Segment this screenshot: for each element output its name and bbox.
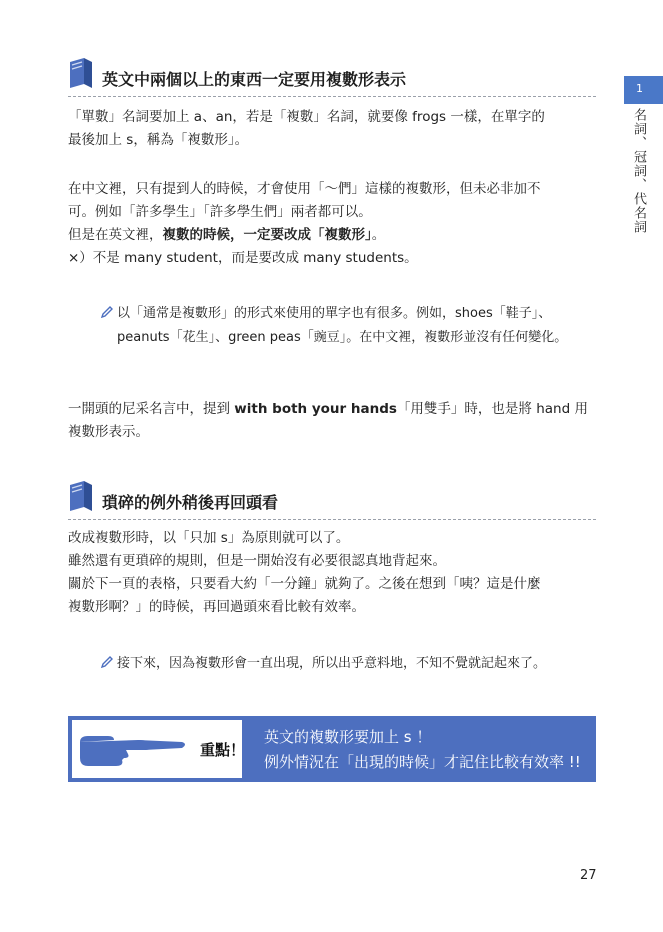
text-span: 。 bbox=[371, 227, 386, 243]
note-line bbox=[100, 302, 600, 326]
pencil-icon bbox=[100, 655, 114, 669]
note-text: peanuts「花生」、green peas「豌豆」。在中文裡，複數形並沒有任何變化。 bbox=[117, 330, 568, 345]
paragraph-exceptions bbox=[68, 527, 598, 619]
text-line: 在中文裡，只有提到人的時候，才會使用「～們」這樣的複數形，但未必非加不 bbox=[68, 181, 541, 197]
note-line bbox=[100, 326, 600, 350]
bold-emphasis: 複數的時候，一定要改成「複數形」 bbox=[162, 227, 372, 243]
note-line bbox=[100, 652, 600, 676]
section-title: 瑣碎的例外稍後再回頭看 bbox=[102, 493, 279, 512]
note-remember bbox=[100, 652, 600, 676]
section-title: 英文中兩個以上的東西一定要用複數形表示 bbox=[102, 70, 407, 89]
chapter-tab-number: 1 bbox=[636, 82, 643, 95]
chapter-tab bbox=[624, 76, 663, 104]
keypoint-line-2: 例外情況在「出現的時候」才記住比較有效率 !! bbox=[264, 753, 581, 771]
note-text: 以「通常是複數形」的形式來使用的單字也有很多。例如，shoes「鞋子」、 bbox=[117, 306, 552, 321]
chapter-side-label: 名詞、冠詞、代名詞 bbox=[631, 108, 646, 234]
text-line: 「單數」名詞要加上 a、an，若是「複數」名詞，就要像 frogs 一樣，在單字的 bbox=[68, 109, 545, 125]
book-icon bbox=[68, 479, 94, 513]
text-span: 「用雙手」時，也是將 hand 用 bbox=[396, 401, 588, 417]
note-text: 接下來，因為複數形會一直出現，所以出乎意料地，不知不覺就記起來了。 bbox=[117, 656, 547, 671]
text-line: 改成複數形時，以「只加 s」為原則就可以了。 bbox=[68, 530, 350, 546]
paragraph-singular-plural bbox=[68, 106, 598, 152]
keypoint-label-panel bbox=[72, 720, 246, 778]
text-span: 但是在英文裡， bbox=[68, 227, 163, 243]
text-line: 雖然還有更瑣碎的規則，但是一開始沒有必要很認真地背起來。 bbox=[68, 553, 446, 569]
text-line bbox=[68, 398, 598, 421]
page-number: 27 bbox=[580, 868, 597, 883]
paragraph-nietzsche bbox=[68, 398, 598, 444]
keypoint-label: 重點！ bbox=[200, 741, 246, 759]
text-line: 複數形啊？」的時候，再回過頭來看比較有效率。 bbox=[68, 599, 365, 615]
text-span: 一開頭的尼采名言中，提到 bbox=[68, 401, 235, 417]
keypoint-box bbox=[68, 716, 596, 782]
bold-phrase: with both your hands bbox=[234, 401, 397, 417]
section-heading-exceptions bbox=[68, 485, 596, 520]
text-line: 最後加上 s，稱為「複數形」。 bbox=[68, 132, 249, 148]
note-plural-words bbox=[100, 302, 600, 350]
book-icon bbox=[68, 56, 94, 90]
text-line: 可。例如「許多學生」「許多學生們」兩者都可以。 bbox=[68, 204, 372, 220]
text-line bbox=[68, 224, 598, 247]
text-line: ×）不是 many student，而是要改成 many students。 bbox=[68, 250, 418, 266]
text-line: 關於下一頁的表格，只要看大約「一分鐘」就夠了。之後在想到「咦？這是什麼 bbox=[68, 576, 541, 592]
text-line: 複數形表示。 bbox=[68, 424, 149, 440]
section-heading-plural bbox=[68, 62, 596, 97]
keypoint-line-1: 英文的複數形要加上 s ！ bbox=[264, 728, 432, 746]
pencil-icon bbox=[100, 305, 114, 319]
pointing-hand-icon bbox=[78, 730, 190, 770]
paragraph-chinese-comparison bbox=[68, 178, 598, 270]
